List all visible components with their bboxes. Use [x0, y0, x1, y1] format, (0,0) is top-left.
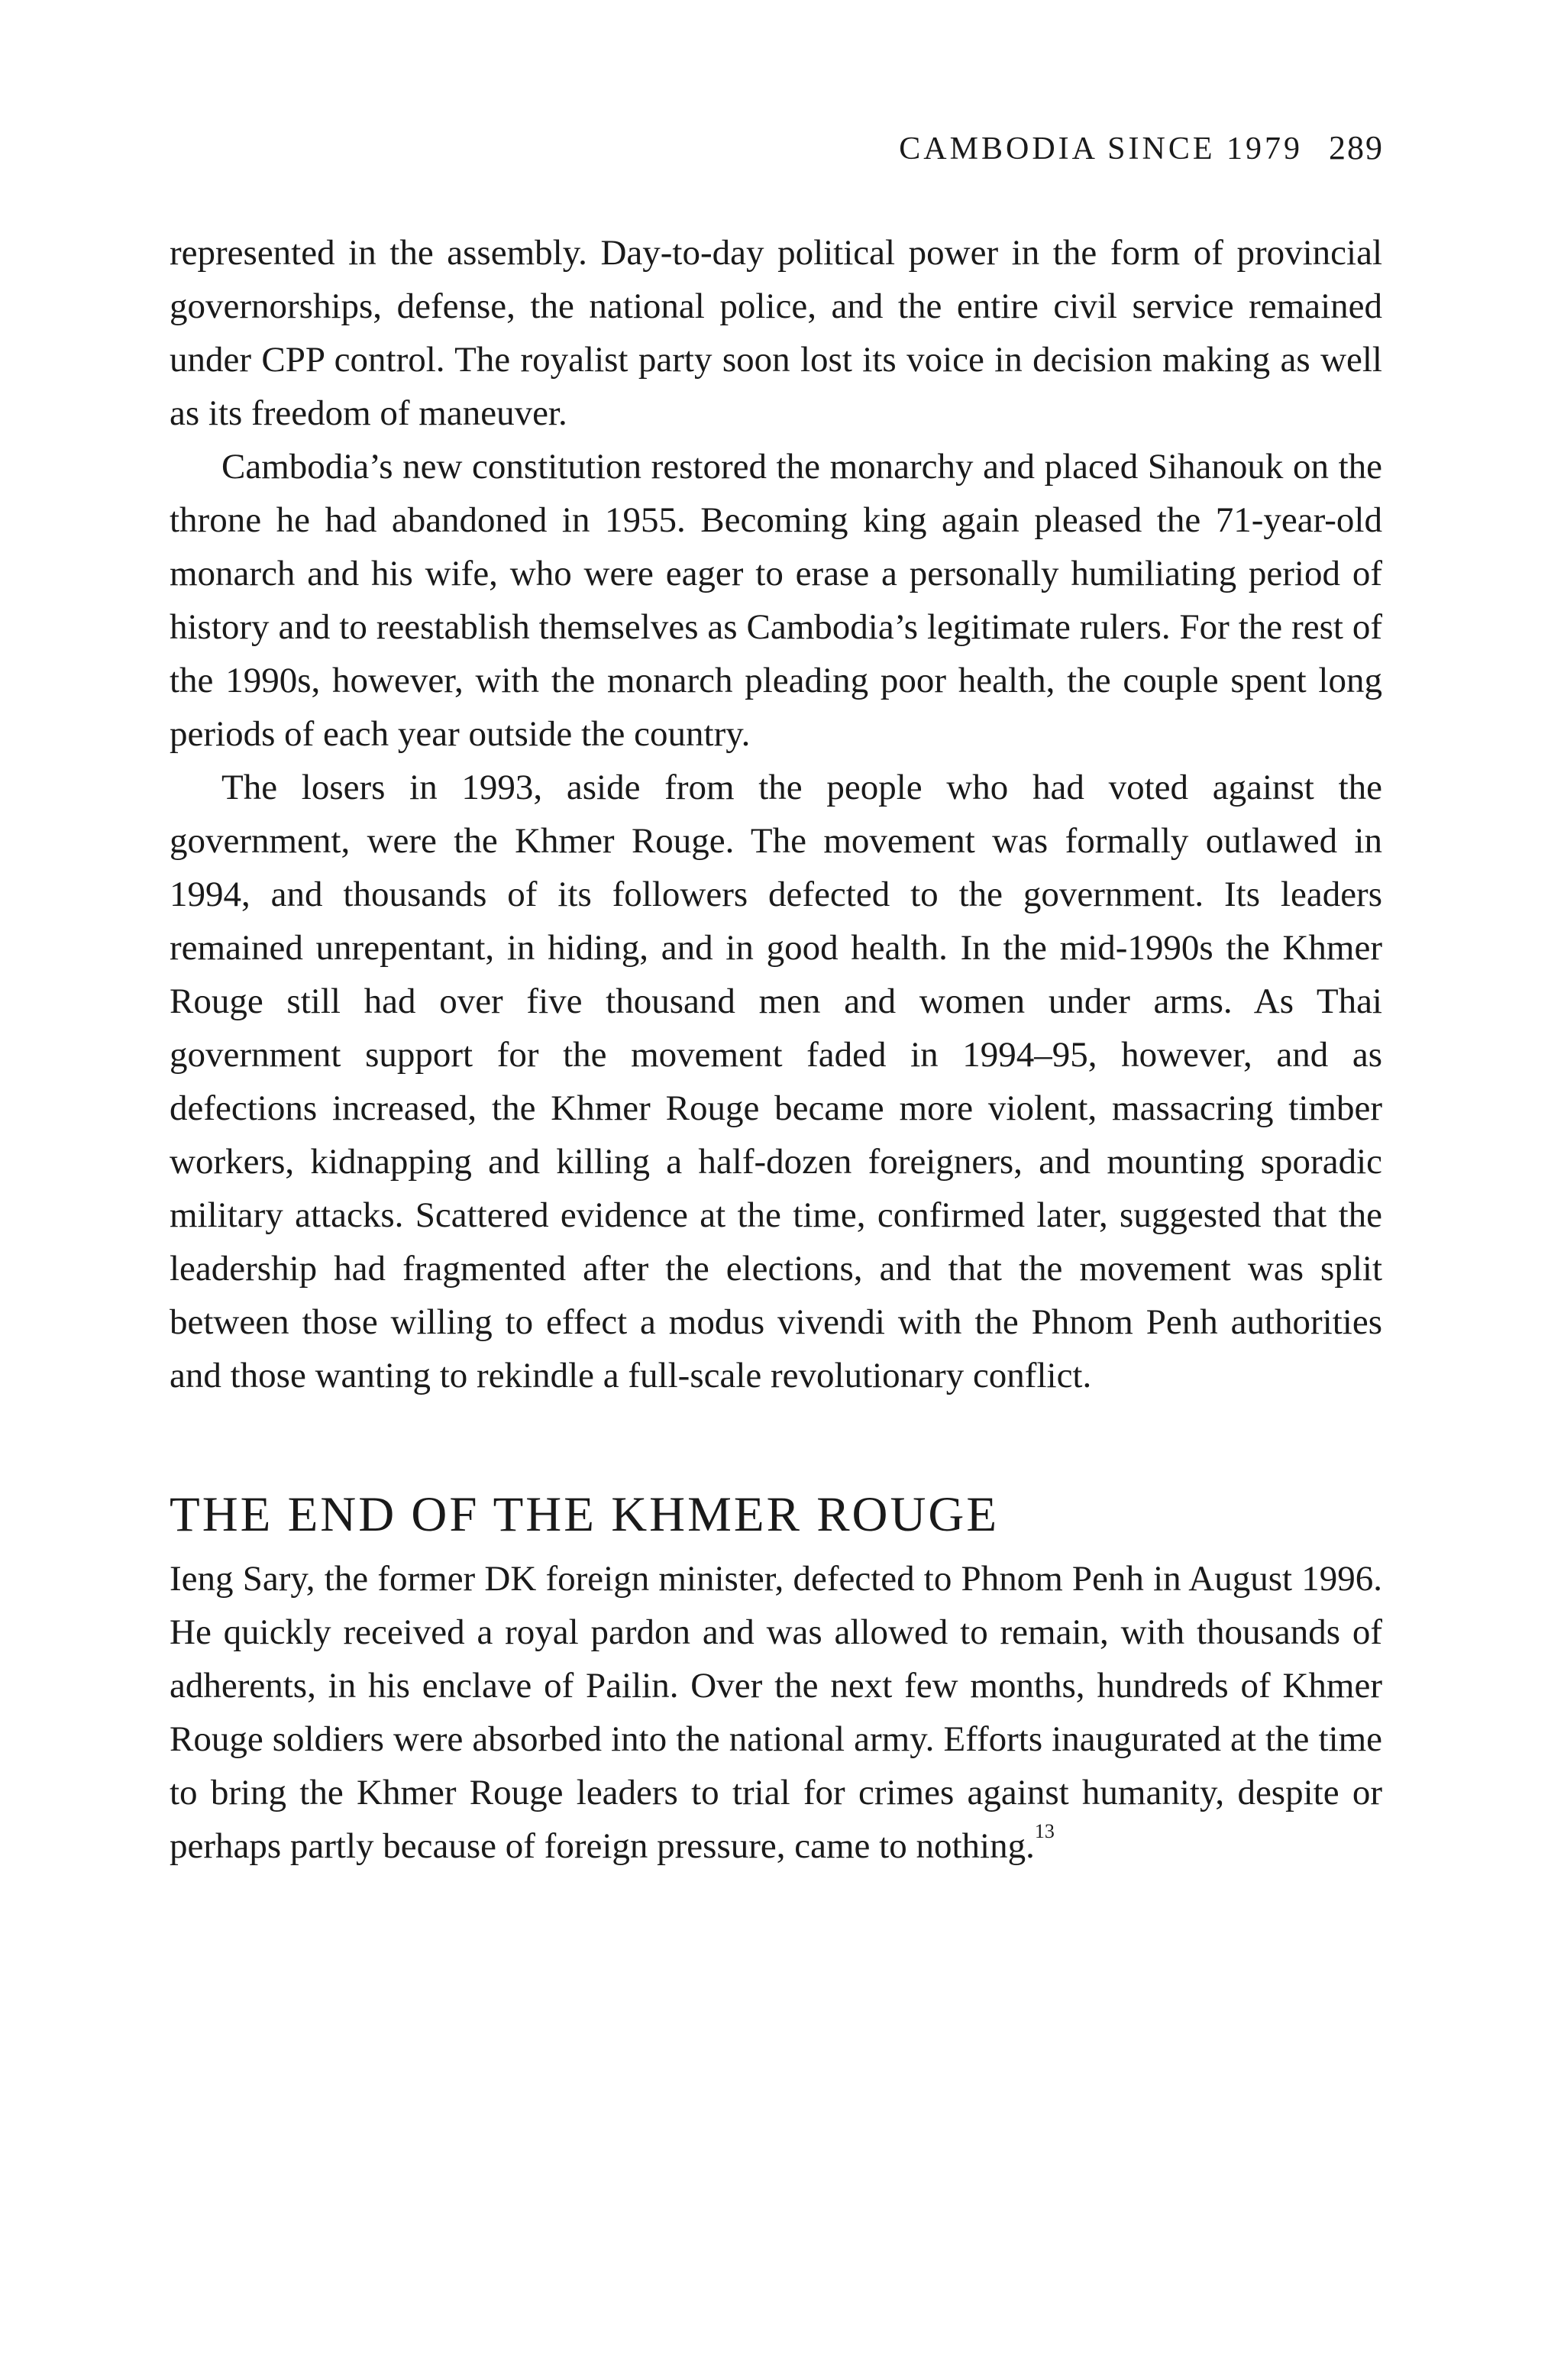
paragraph-losers-1993: The losers in 1993, aside from the people who had voted against the government, were the Khmer Rouge. The movement was formally outlawed in 1994, and thousands of its followers defected to the government. Its leaders remained unrepentant, in hiding, and in good health. In the mid-1990s the Khmer Rouge still had over five thousand men and women under arms. As Thai government support for the movement faded in 1994–95, however, and as defections increased, the Khmer Rouge became more violent, massacring timber workers, kidnapping and killing a half-dozen foreigners, and mounting sporadic military attacks. Scattered evidence at the time, confirmed later, suggested that the leadership had fragmented after the elections, and that the movement was split between those willing to effect a modus vivendi with the Phnom Penh authorities and those wanting to rekindle a full-scale revolutionary conflict.	[170, 768, 1382, 1395]
footnote-reference[interactable]: 13	[1034, 1820, 1055, 1842]
paragraph-continuation: represented in the assembly. Day-to-day political power in the form of provincial governorships, defense, the national police, and the entire civil service remained under CPP control. The royalist party soon lost its voice in decision making as well as its freedom of maneuver.	[170, 233, 1382, 433]
page-number: 289	[1329, 129, 1384, 167]
paragraph-ieng-sary-text: Ieng Sary, the former DK foreign minister, defected to Phnom Penh in August 1996. He quickly received a royal pardon and was allowed to remain, with thousands of adherents, in his enclave of Pailin. Over the next few months, hundreds of Khmer Rouge soldiers were absorbed into the national army. Efforts inaugurated at the time to bring the Khmer Rouge leaders to trial for crimes against humanity, despite or perhaps partly because of foreign pressure, came to nothing.	[170, 1559, 1382, 1866]
running-head-title: CAMBODIA SINCE 1979	[899, 131, 1303, 167]
body-text	[170, 226, 1382, 1873]
running-head	[899, 128, 1384, 167]
paragraph-constitution: Cambodia’s new constitution restored the monarchy and placed Sihanouk on the throne he had abandoned in 1955. Becoming king again pleased the 71-year-old monarch and his wife, who were eager to erase a personally humiliating period of history and to reestablish themselves as Cambodia’s legitimate rulers. For the rest of the 1990s, however, with the monarch pleading poor health, the couple spent long periods of each year outside the country.	[170, 447, 1382, 754]
section-heading: THE END OF THE KHMER ROUGE	[170, 1487, 1000, 1542]
paragraph-ieng-sary	[170, 1552, 1382, 1873]
